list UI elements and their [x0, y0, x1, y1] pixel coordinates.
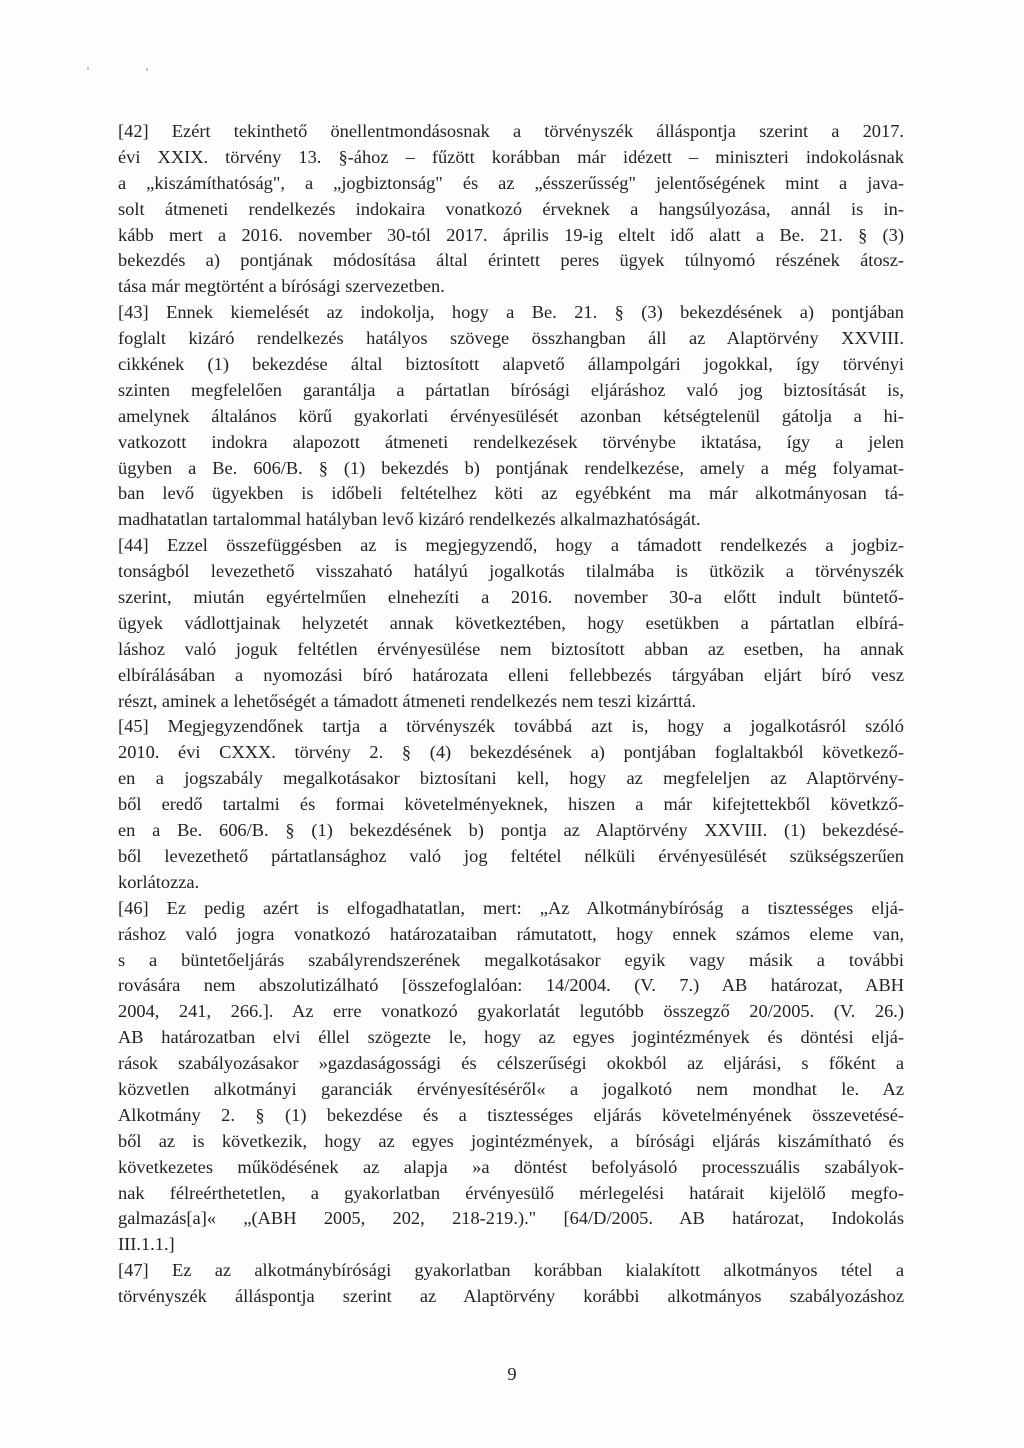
text-line: galmazás[a]« „(ABH 2005, 202, 218-219.)." [64/D/2005. AB határozat, Indokolás: [118, 1208, 904, 1229]
text-line: amelynek általános körű gyakorlati érvényesülését azonban kétségtelenül gátolja a hi-: [118, 405, 904, 426]
text-line: szerint, miután egyértelműen elnehezíti a 2016. november 30-a előtt indult büntető-: [118, 587, 904, 608]
text-line: törvényszék álláspontja szerint az Alaptörvény korábbi alkotmányos szabályozáshoz: [118, 1286, 904, 1307]
text-line: közvetlen alkotmányi garanciák érvényesítéséről« a jogalkotó nem mondhat le. Az: [118, 1078, 904, 1099]
text-line: vatkozott indokra alapozott átmeneti rendelkezések törvénybe iktatása, így a jelen: [118, 431, 904, 452]
text-line: ből az is következik, hogy az egyes jogintézmények, a bírósági eljárás kiszámítható és: [118, 1130, 904, 1151]
text-line: bekezdés a) pontjának módosítása által érintett peres ügyek túlnyomó részének átosz-: [118, 250, 904, 271]
text-line: [46] Ez pedig azért is elfogadhatatlan, mert: „Az Alkotmánybíróság a tisztességes eljá-: [118, 897, 904, 918]
scan-speck: [146, 68, 148, 71]
text-line: ügyek vádlottjainak helyzetét annak következtében, hogy esetükben a pártatlan elbírá-: [118, 612, 904, 633]
text-line: III.1.1.]: [118, 1234, 175, 1255]
text-line: foglalt kizáró rendelkezés hatályos szövege összhangban áll az Alaptörvény XXVIII.: [118, 328, 904, 349]
text-line: a „kiszámíthatóság", a „jogbiztonság" és az „ésszerűsség" jelentőségének mint a java-: [118, 172, 904, 193]
text-line: láshoz való joguk feltétlen érvényesülése nem biztosított abban az esetben, ha annak: [118, 638, 904, 659]
text-line: rások szabályozásakor »gazdaságossági és célszerűségi okokból az eljárási, s főként a: [118, 1053, 904, 1074]
page-number: 9: [507, 1364, 517, 1384]
text-line: ből eredő tartalmi és formai követelményeknek, hiszen a már kifejtettekből követkző-: [118, 794, 904, 815]
text-line: [45] Megjegyzendőnek tartja a törvényszék továbbá azt is, hogy a jogalkotásról szóló: [118, 716, 904, 737]
text-line: en a Be. 606/B. § (1) bekezdésének b) pontja az Alaptörvény XXVIII. (1) bekezdésé-: [118, 820, 904, 841]
text-line: [47] Ez az alkotmánybírósági gyakorlatban korábban kialakított alkotmányos tétel a: [118, 1260, 904, 1281]
text-line: ügyben a Be. 606/B. § (1) bekezdés b) pontjának rendelkezése, amely a még folyamat-: [118, 457, 904, 478]
text-line: szinten megfelelően garantálja a pártatlan bírósági eljáráshoz való jog biztosítását is,: [118, 379, 904, 400]
text-line: nak félreérthetetlen, a gyakorlatban érvényesülő mérlegelési határait kijelölő megfo-: [118, 1182, 904, 1203]
text-line: [42] Ezért tekinthető önellentmondásosnak a törvényszék álláspontja szerint a 2017.: [118, 121, 904, 141]
text-line: solt átmeneti rendelkezés indokaira vonatkozó érveknek a hangsúlyozása, annál is in-: [118, 198, 904, 219]
document-body: [118, 119, 904, 1310]
text-line: korlátozza.: [118, 871, 200, 892]
text-line: kább mert a 2016. november 30-tól 2017. április 19-ig eltelt idő alatt a Be. 21. § (3): [118, 224, 904, 245]
text-line: madhatatlan tartalommal hatályban levő kizáró rendelkezés alkalmazhatóságát.: [118, 509, 701, 530]
text-line: tása már megtörtént a bírósági szervezetben.: [118, 276, 445, 297]
text-line: ráshoz való jogra vonatkozó határozataiban rámutatott, hogy ennek számos eleme van,: [118, 923, 904, 944]
text-line: évi XXIX. törvény 13. §-ához – fűzött korábban már idézett – miniszteri indokolásnak: [118, 146, 904, 167]
text-line: rovására nem abszolutizálható [összefoglalóan: 14/2004. (V. 7.) AB határozat, ABH: [118, 975, 904, 996]
text-line: Alkotmány 2. § (1) bekezdése és a tisztességes eljárás követelményének összevetésé-: [118, 1104, 904, 1125]
text-line: s a büntetőeljárás szabályrendszerének megalkotásakor egyik vagy másik a további: [118, 949, 904, 970]
text-line: cikkének (1) bekezdése által biztosított alapvető állampolgári jogokkal, így törvényi: [118, 354, 904, 375]
text-line: 2004, 241, 266.]. Az erre vonatkozó gyakorlatát legutóbb összegző 20/2005. (V. 26.): [118, 1001, 904, 1022]
text-line: [43] Ennek kiemelését az indokolja, hogy a Be. 21. § (3) bekezdésének a) pontjában: [118, 302, 904, 323]
text-line: ban levő ügyekben is időbeli feltételhez köti az egyébként ma már alkotmányosan tá-: [118, 483, 904, 504]
text-line: következetes működésének az alapja »a döntést befolyásoló processzuális szabályok-: [118, 1156, 904, 1177]
text-line: AB határozatban elvi éllel szögezte le, hogy az egyes jogintézmények és döntési eljá-: [118, 1027, 904, 1048]
text-line: en a jogszabály megalkotásakor biztosítani kell, hogy az megfeleljen az Alaptörvény-: [118, 768, 904, 789]
text-line: elbírálásában a nyomozási bíró határozata elleni fellebbezés tárgyában eljárt bíró vesz: [118, 664, 904, 685]
text-line: ből levezethető pártatlansághoz való jog feltétel nélküli érvényesülését szükségszerűen: [118, 845, 904, 866]
text-line: részt, aminek a lehetőségét a támadott átmeneti rendelkezés nem teszi kizárttá.: [118, 690, 697, 711]
scan-speck: [87, 67, 89, 70]
text-line: 2010. évi CXXX. törvény 2. § (4) bekezdésének a) pontjában foglaltakból következő-: [118, 742, 904, 763]
text-line: [44] Ezzel összefüggésben az is megjegyzendő, hogy a támadott rendelkezés a jogbiz-: [118, 535, 904, 556]
text-line: tonságból levezethető visszaható hatályú jogalkotás tilalmába is ütközik a törvényszék: [118, 561, 904, 582]
